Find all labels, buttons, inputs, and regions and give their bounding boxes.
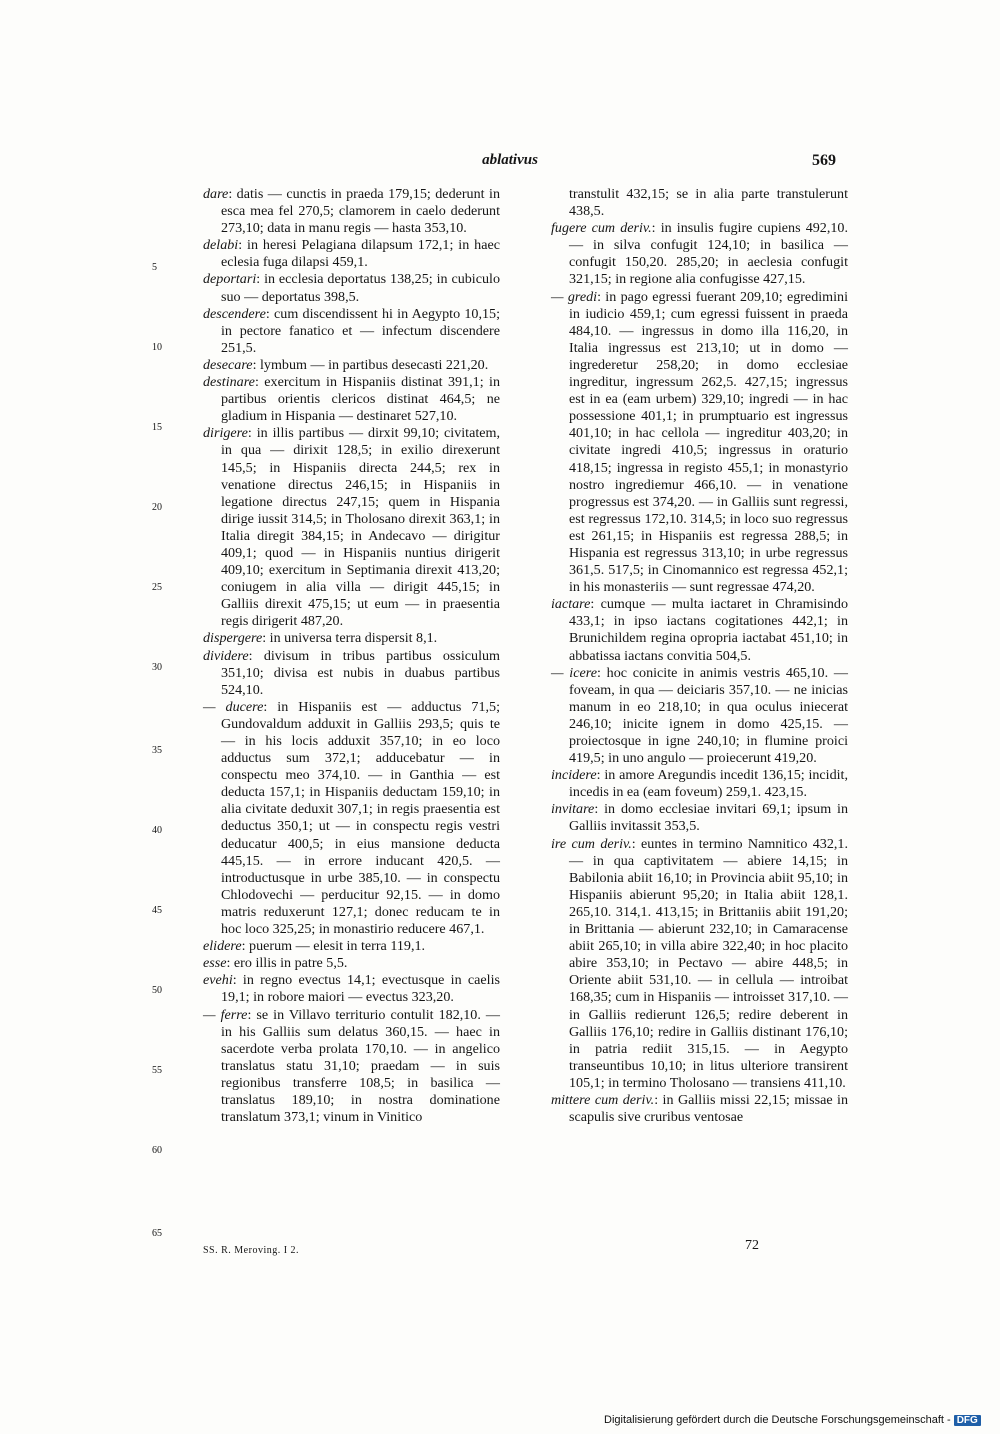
index-entry	[551, 1092, 848, 1126]
entry-text: : puerum — elesit in terra 119,1.	[241, 938, 426, 955]
entry-lemma: — ferre	[203, 1006, 248, 1023]
index-entry	[203, 271, 500, 305]
entry-lemma: dirigere	[203, 425, 248, 442]
line-number: 45	[152, 905, 162, 916]
dfg-credit	[604, 1414, 981, 1426]
entry-text: : in insulis fugire cupiens 492,10. — in silva confugit 124,10; in basilica — confugit 150,20. 285,20; in aeclesia confugit 321,15; in regione alia confugisse 427,15.	[569, 220, 848, 288]
entry-text: : in amore Aregundis incedit 136,15; incidit, incedis in ea (eam foveum) 259,1. 423,15.	[569, 767, 848, 801]
continuation-text: transtulit 432,15; se in alia parte transtulerunt 438,5.	[569, 186, 848, 220]
index-entry	[203, 306, 500, 357]
entry-text: : cum discendissent hi in Aegypto 10,15; in pectore fanatico et — infectum discendere 251,5.	[221, 305, 500, 356]
entry-text: : cumque — multa iactaret in Chramisindo 433,1; in ipso iactans cogitationes 442,1; in Brunichildem regina opropria iactabat 451,10; in abbatissa iactans convitia 504,5.	[569, 596, 848, 664]
page-number: 569	[812, 152, 836, 169]
entry-text: : in domo ecclesiae invitari 69,1; ipsum in Galliis invitassit 353,5.	[569, 801, 848, 835]
entry-lemma: evehi	[203, 972, 233, 989]
index-entry	[203, 425, 500, 630]
entry-lemma: mittere cum deriv.	[551, 1091, 655, 1108]
entry-text: : in Galliis missi 22,15; missae in scapulis sive cruribus ventosae	[569, 1091, 848, 1126]
line-number: 40	[152, 825, 162, 836]
entry-lemma: iactare	[551, 596, 591, 613]
entry-text: : exercitum in Hispaniis distinat 391,1; in partibus orientis clericos distinat 464,5; ne gladium in Hispania — destinaret 527,10.	[221, 374, 500, 425]
entry-text: : in ecclesia deportatus 138,25; in cubiculo suo — deportatus 398,5.	[221, 271, 500, 305]
line-number: 50	[152, 985, 162, 996]
index-entry	[203, 1007, 500, 1127]
entry-text: : datis — cunctis in praeda 179,15; dederunt in esca mea fel 270,5; clamorem in caelo dederunt 273,10; data in manu regis — hasta 353,10.	[221, 186, 500, 237]
index-entry	[203, 972, 500, 1006]
left-column	[203, 186, 500, 1126]
entry-text: : hoc conicite in animis vestris 465,10. — foveam, in qua — deiciaris 357,10. — ne inicias manum in eo 218,10; in qua oculus iniecerat 246,10; inicite ignem in domo 425,15. — proiectosque in igne 240,10; in flumine proici 419,5; in uno angulo — proiecerunt 419,20.	[569, 664, 848, 767]
entry-text: : se in Villavo territurio contulit 182,10. — in his Galliis sum delatus 360,15. — haec in sacerdote verba prolata 170,10. — in angelico translatus statu 31,10; praedam — in suis regionibus transferre 108,5; in basilica — translatus 189,10; in nostra dominatione translatum 373,1; vinum in Vinitico	[221, 1006, 501, 1126]
index-entry	[551, 767, 848, 801]
dfg-logo: DFG	[954, 1415, 981, 1426]
running-head: ablativus	[482, 152, 538, 168]
entry-lemma: deportari	[203, 271, 257, 288]
index-entry	[551, 220, 848, 288]
entry-lemma: invitare	[551, 801, 595, 818]
index-entry	[203, 648, 500, 699]
entry-text: : in illis partibus — dirxit 99,10; civitatem, in qua — dirixit 128,5; in exilio direxerunt 145,5; in Hispaniis directa 244,5; rex in venatione directus 246,15; in Hispaniis in legatione directus 247,15; quem in Hispania dirige iussit 314,5; in Tholosano direxit 363,1; in Italia diregit 384,15; in Andecavo — dirigitur 409,1; quod — in Hispaniis nuntius dirigerit 409,10; exercitum in Septimania direxit 413,20; coniugem in alia villa — dirigit 445,15; in Galliis direxit 475,15; ut eum — in praesentia regis dirigerit 487,20.	[221, 425, 500, 630]
index-entry	[203, 955, 500, 972]
index-entry	[203, 357, 500, 374]
entry-text: : euntes in termino Namnitico 432,1. — in qua captivitatem — abiere 14,15; in Babilonia abiit 16,10; in Provincia abiit 95,10; in Hispaniis abierunt 95,20; in Italia abiit 128,1. 265,10. 314,1. 413,15; in Brittaniis abiit 191,20; in Brittania — abierunt 232,10; in Camaracense abiit 265,10; in villa abire 322,40; in hoc placito abire 353,10; in Pectavo — abire 448,5; in Oriente abiit 531,10. — in cellula — introibat 168,35; cum in Hispaniis — introisset 317,10. — in Galliis redierunt 126,5; redire deberent in Galliis 176,10; redire in Galliis distinant 176,10; in patria rediit 315,15. — in Aegypto transeuntibus 10,10; in litus ulteriore transirent 105,1; in termino Tholosano — transiens 411,10.	[569, 835, 848, 1091]
entry-lemma: dispergere	[203, 630, 263, 647]
entry-lemma: ire cum deriv.	[551, 835, 632, 852]
entry-lemma: desecare	[203, 356, 253, 373]
entry-lemma: — gredi	[551, 288, 598, 305]
line-number: 20	[152, 502, 162, 513]
index-entry	[551, 801, 848, 835]
entry-text: : lymbum — in partibus desecasti 221,20.	[252, 356, 489, 373]
index-entry	[203, 237, 500, 271]
index-entry	[551, 665, 848, 768]
entry-text: : in Hispaniis est — adductus 71,5; Gundovaldum adduxit in Galliis 293,5; quis te — in his locis adduxit 357,10; in eo loco adductus sum 372,1; adducebatur — in conspectu meo 374,10. — in Ganthia — est deducta 157,1; in Hispaniis deductam 159,10; in alia civitate deduxit 307,1; in regis praesentia est deductus 350,1; ut — in conspectu regis vestri deducatur 400,5; in eius mansione deducta 445,15. — in errore inducant 420,5. — introductusque in urbe 385,10. — in conspectu Chlodovechi — perducitur 92,15. — in domo matris reduxerunt 127,1; donec reducam te in hoc loco 325,25; in monastirio reducere 467,1.	[221, 698, 500, 938]
entry-lemma: — ducere	[203, 698, 264, 715]
line-number: 10	[152, 342, 162, 353]
entry-lemma: incidere	[551, 767, 597, 784]
entry-lemma: fugere cum deriv.	[551, 220, 652, 237]
entry-text: : in pago egressi fuerant 209,10; egredimini in iudicio 459,1; cum egressi fuissent in praeda 484,10. — ingressus in domo illa 116,20, in Italia ingressus est 213,10; ut in domo — ingrederetur 258,20; in domo ecclesiae ingreditur, ingressum 262,5. 427,15; ingressus est in ea (eam urbem) 329,10; ingredi — in hac possessione 401,1; in prumptuario est ingressus 401,10; in hac cellola — ingreditur 403,20; in civitate ingredi 410,5; ingressus in oraturio 418,15; ingressa in registo 455,1; in monastyrio nostro ingrediemur 466,10. — in venatione progressus est 374,20. — in Galliis sunt regressi, est regressus 172,10. 314,5; in loco suo regressus est 261,15; in Hispaniis est regressa 288,5; in Hispania est regressus 313,10; in urbe regressus 361,5. 517,5; in Cinomannico est regressa 452,1; in his monasteriis — sunt regressae 474,20.	[569, 288, 848, 596]
index-entry	[203, 630, 500, 647]
line-number: 15	[152, 422, 162, 433]
index-entry	[551, 596, 848, 664]
right-column	[551, 186, 848, 1126]
entry-text: : ero illis in patre 5,5.	[226, 955, 348, 972]
line-number: 25	[152, 582, 162, 593]
index-entry	[203, 374, 500, 425]
line-number: 65	[152, 1228, 162, 1239]
entry-text: : in universa terra dispersit 8,1.	[262, 630, 438, 647]
entry-text: : in heresi Pelagiana dilapsum 172,1; in haec eclesia fuga dilapsi 459,1.	[221, 237, 500, 271]
line-number: 60	[152, 1145, 162, 1156]
index-entry	[203, 186, 500, 237]
index-entry	[203, 699, 500, 938]
entry-lemma: dividere	[203, 647, 249, 664]
entry-lemma: elidere	[203, 938, 242, 955]
entry-text: : divisum in tribus partibus ossiculum 351,10; divisa est nubis in duabus partibus 524,10.	[221, 647, 500, 698]
entry-lemma: esse	[203, 955, 227, 972]
index-entry	[551, 289, 848, 597]
sheet-number: 72	[745, 1238, 759, 1253]
entry-lemma: destinare	[203, 374, 255, 391]
entry-text: : in regno evectus 14,1; evectusque in caelis 19,1; in robore maiori — evectus 323,20.	[221, 972, 500, 1006]
index-entry	[551, 836, 848, 1092]
line-number: 35	[152, 745, 162, 756]
entry-lemma: delabi	[203, 237, 239, 254]
entry-lemma: — icere	[551, 664, 597, 681]
line-number: 30	[152, 662, 162, 673]
signature-mark: SS. R. Merov​ing. I 2.	[203, 1245, 300, 1256]
dfg-credit-text: Digitalisierung gefördert durch die Deutsche Forschungsgemeinschaft -	[604, 1414, 951, 1426]
entry-lemma: dare	[203, 186, 229, 202]
entry-lemma: descendere	[203, 305, 266, 322]
line-number: 5	[152, 262, 157, 273]
line-number: 55	[152, 1065, 162, 1076]
index-entry	[203, 938, 500, 955]
